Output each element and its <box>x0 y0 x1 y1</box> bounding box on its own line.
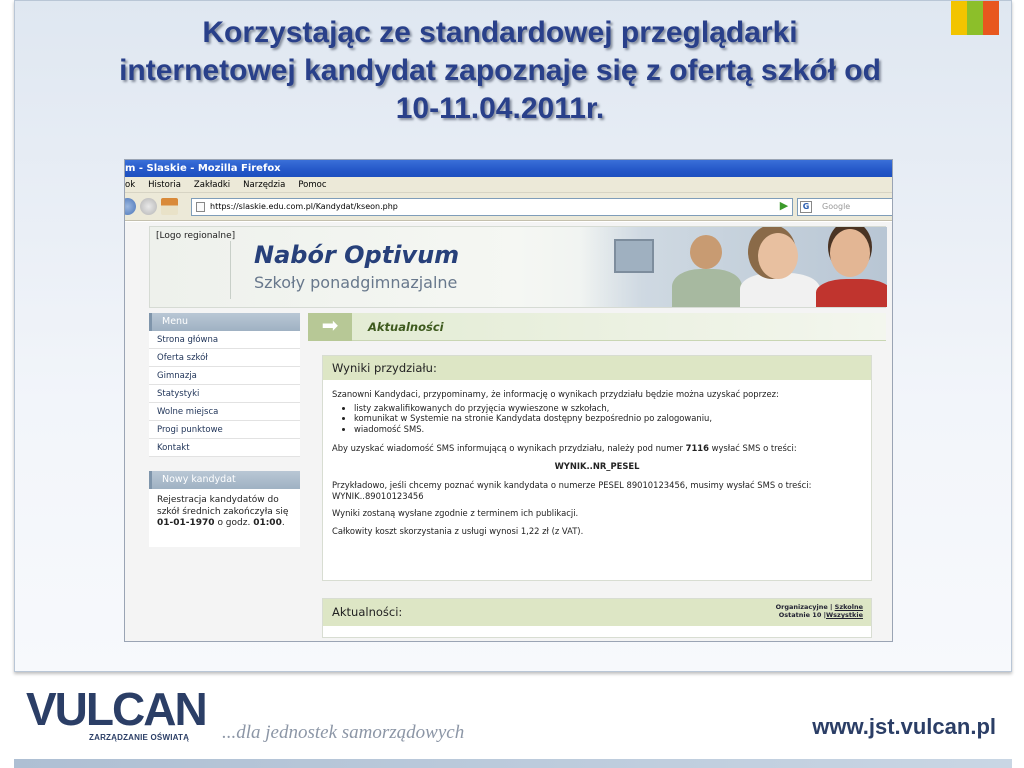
new-candidate-text-c: . <box>281 518 285 528</box>
new-candidate-time: 01:00 <box>253 518 282 528</box>
sms-text-b: wysłać SMS o treści: <box>708 443 797 453</box>
slide-title <box>40 14 960 128</box>
section-label: Aktualności <box>368 320 444 334</box>
new-candidate-text-a: Rejestracja kandydatów do szkół średnich zakończyła się <box>157 495 289 517</box>
results-title: Wyniki przydziału: <box>323 356 871 380</box>
results-body <box>323 380 871 536</box>
news-box <box>322 598 872 638</box>
list-item: • wiadomość SMS. <box>354 424 862 435</box>
new-candidate-panel <box>149 471 300 547</box>
menu-item-history[interactable]: Historia <box>148 180 181 190</box>
menu-item-view[interactable]: ok <box>125 180 136 190</box>
results-channels-list <box>354 403 862 435</box>
sms-code-format: WYNIK..NR_PESEL <box>554 460 640 471</box>
brand-title: Nabór Optivum <box>254 241 460 269</box>
sms-instructions <box>332 443 862 454</box>
new-candidate-title: Nowy kandydat <box>149 471 300 489</box>
footer-tagline: ...dla jednostek samorządowych <box>222 722 465 743</box>
regional-logo-placeholder: [Logo regionalne] <box>156 231 236 241</box>
results-box <box>322 355 872 581</box>
sidebar-item-school-offer[interactable]: Oferta szkół <box>149 349 300 367</box>
arrow-right-icon: ➡ <box>308 313 352 341</box>
sidebar <box>149 313 300 547</box>
sidebar-item-home[interactable]: Strona główna <box>149 331 300 349</box>
students-photo <box>580 227 887 307</box>
bottom-bar <box>14 759 1012 768</box>
news-links-separator: | <box>821 611 826 619</box>
sms-example: Przykładowo, jeśli chcemy poznać wynik kandydata o numerze PESEL 89010123456, musimy wysłać SMS o treści: WYNIK..89010123456 <box>332 480 812 501</box>
slide-title-line-1: Korzystając ze standardowej przeglądarki <box>202 16 798 49</box>
accent-bar-orange <box>983 1 999 35</box>
news-link-all[interactable]: Wszystkie <box>826 611 863 619</box>
cost-note: Całkowity koszt skorzystania z usługi wynosi 1,22 zł (z VAT). <box>332 525 584 536</box>
news-filter-links <box>776 603 863 619</box>
student-figure-3 <box>816 279 887 307</box>
new-candidate-text-b: o godz. <box>214 518 254 528</box>
vulcan-logo-subtitle: ZARZĄDZANIE OŚWIATĄ <box>89 733 190 742</box>
slide-title-line-2: internetowej kandydat zapoznaje się z ofertą szkół od <box>119 54 881 87</box>
sidebar-item-statistics[interactable]: Statystyki <box>149 385 300 403</box>
section-header-bar <box>308 313 886 341</box>
footer-url: www.jst.vulcan.pl <box>812 714 996 739</box>
page-viewport <box>125 222 893 642</box>
sidebar-item-point-thresholds[interactable]: Progi punktowe <box>149 421 300 439</box>
search-input[interactable] <box>797 198 893 216</box>
new-candidate-date: 01-01-1970 <box>157 518 215 528</box>
slide-title-line-3: 10-11.04.2011r. <box>395 92 605 125</box>
address-bar[interactable] <box>191 198 793 216</box>
accent-bar-green <box>967 1 983 35</box>
go-arrow-icon[interactable]: ▶ <box>779 199 789 212</box>
brand-subtitle: Szkoły ponadgimnazjalne <box>254 273 458 292</box>
news-link-last-10[interactable]: Ostatnie 10 <box>778 611 822 619</box>
news-links-separator: | <box>827 603 835 611</box>
computer-monitor <box>614 239 654 273</box>
search-placeholder: Google <box>822 202 851 211</box>
menu-item-tools[interactable]: Narzędzia <box>243 180 286 190</box>
sms-text-a: Aby uzyskać wiadomość SMS informującą o wynikach przydziału, należy pod numer <box>332 443 686 453</box>
sidebar-item-free-places[interactable]: Wolne miejsca <box>149 403 300 421</box>
browser-menubar <box>125 177 892 193</box>
sidebar-item-contact[interactable]: Kontakt <box>149 439 300 457</box>
news-link-school[interactable]: Szkolne <box>834 603 863 611</box>
address-bar-url: https://slaskie.edu.com.pl/Kandydat/kseon.php <box>210 202 398 211</box>
sms-number: 7116 <box>685 443 709 453</box>
student-head-1 <box>690 235 722 269</box>
student-head-2 <box>758 233 798 279</box>
browser-screenshot <box>124 159 893 642</box>
main-content <box>308 313 886 619</box>
menu-item-bookmarks[interactable]: Zakładki <box>193 180 231 190</box>
news-box-title: Aktualności: <box>323 599 871 626</box>
news-link-organizational[interactable]: Organizacyjne <box>775 603 828 611</box>
publish-note: Wyniki zostaną wysłane zgodnie z terminem ich publikacji. <box>332 508 579 518</box>
google-icon: G <box>800 201 812 213</box>
sidebar-menu-title: Menu <box>149 313 300 331</box>
list-item: • komunikat w Systemie na stronie Kandydata dostępny bezpośrednio po zalogowaniu, <box>354 413 862 424</box>
page-icon <box>196 202 205 212</box>
sidebar-item-gymnasiums[interactable]: Gimnazja <box>149 367 300 385</box>
student-head-3 <box>830 229 870 277</box>
student-figure-1 <box>672 269 742 307</box>
refresh-icon[interactable] <box>124 198 136 215</box>
navigation-toolbar <box>125 193 892 221</box>
new-candidate-text <box>149 489 300 547</box>
site-header <box>149 226 886 308</box>
menu-item-help[interactable]: Pomoc <box>298 180 327 190</box>
list-item: • listy zakwalifikowanych do przyjęcia wywieszone w szkołach, <box>354 403 862 414</box>
window-titlebar <box>125 160 892 177</box>
vulcan-logo: VULCAN <box>26 683 206 735</box>
home-icon[interactable] <box>161 198 178 215</box>
header-divider <box>230 241 231 299</box>
stop-icon[interactable] <box>140 198 157 215</box>
results-intro: Szanowni Kandydaci, przypominamy, że informację o wynikach przydziału będzie można uzyskać poprzez: <box>332 389 779 399</box>
window-title: m - Slaskie - Mozilla Firefox <box>125 163 281 174</box>
